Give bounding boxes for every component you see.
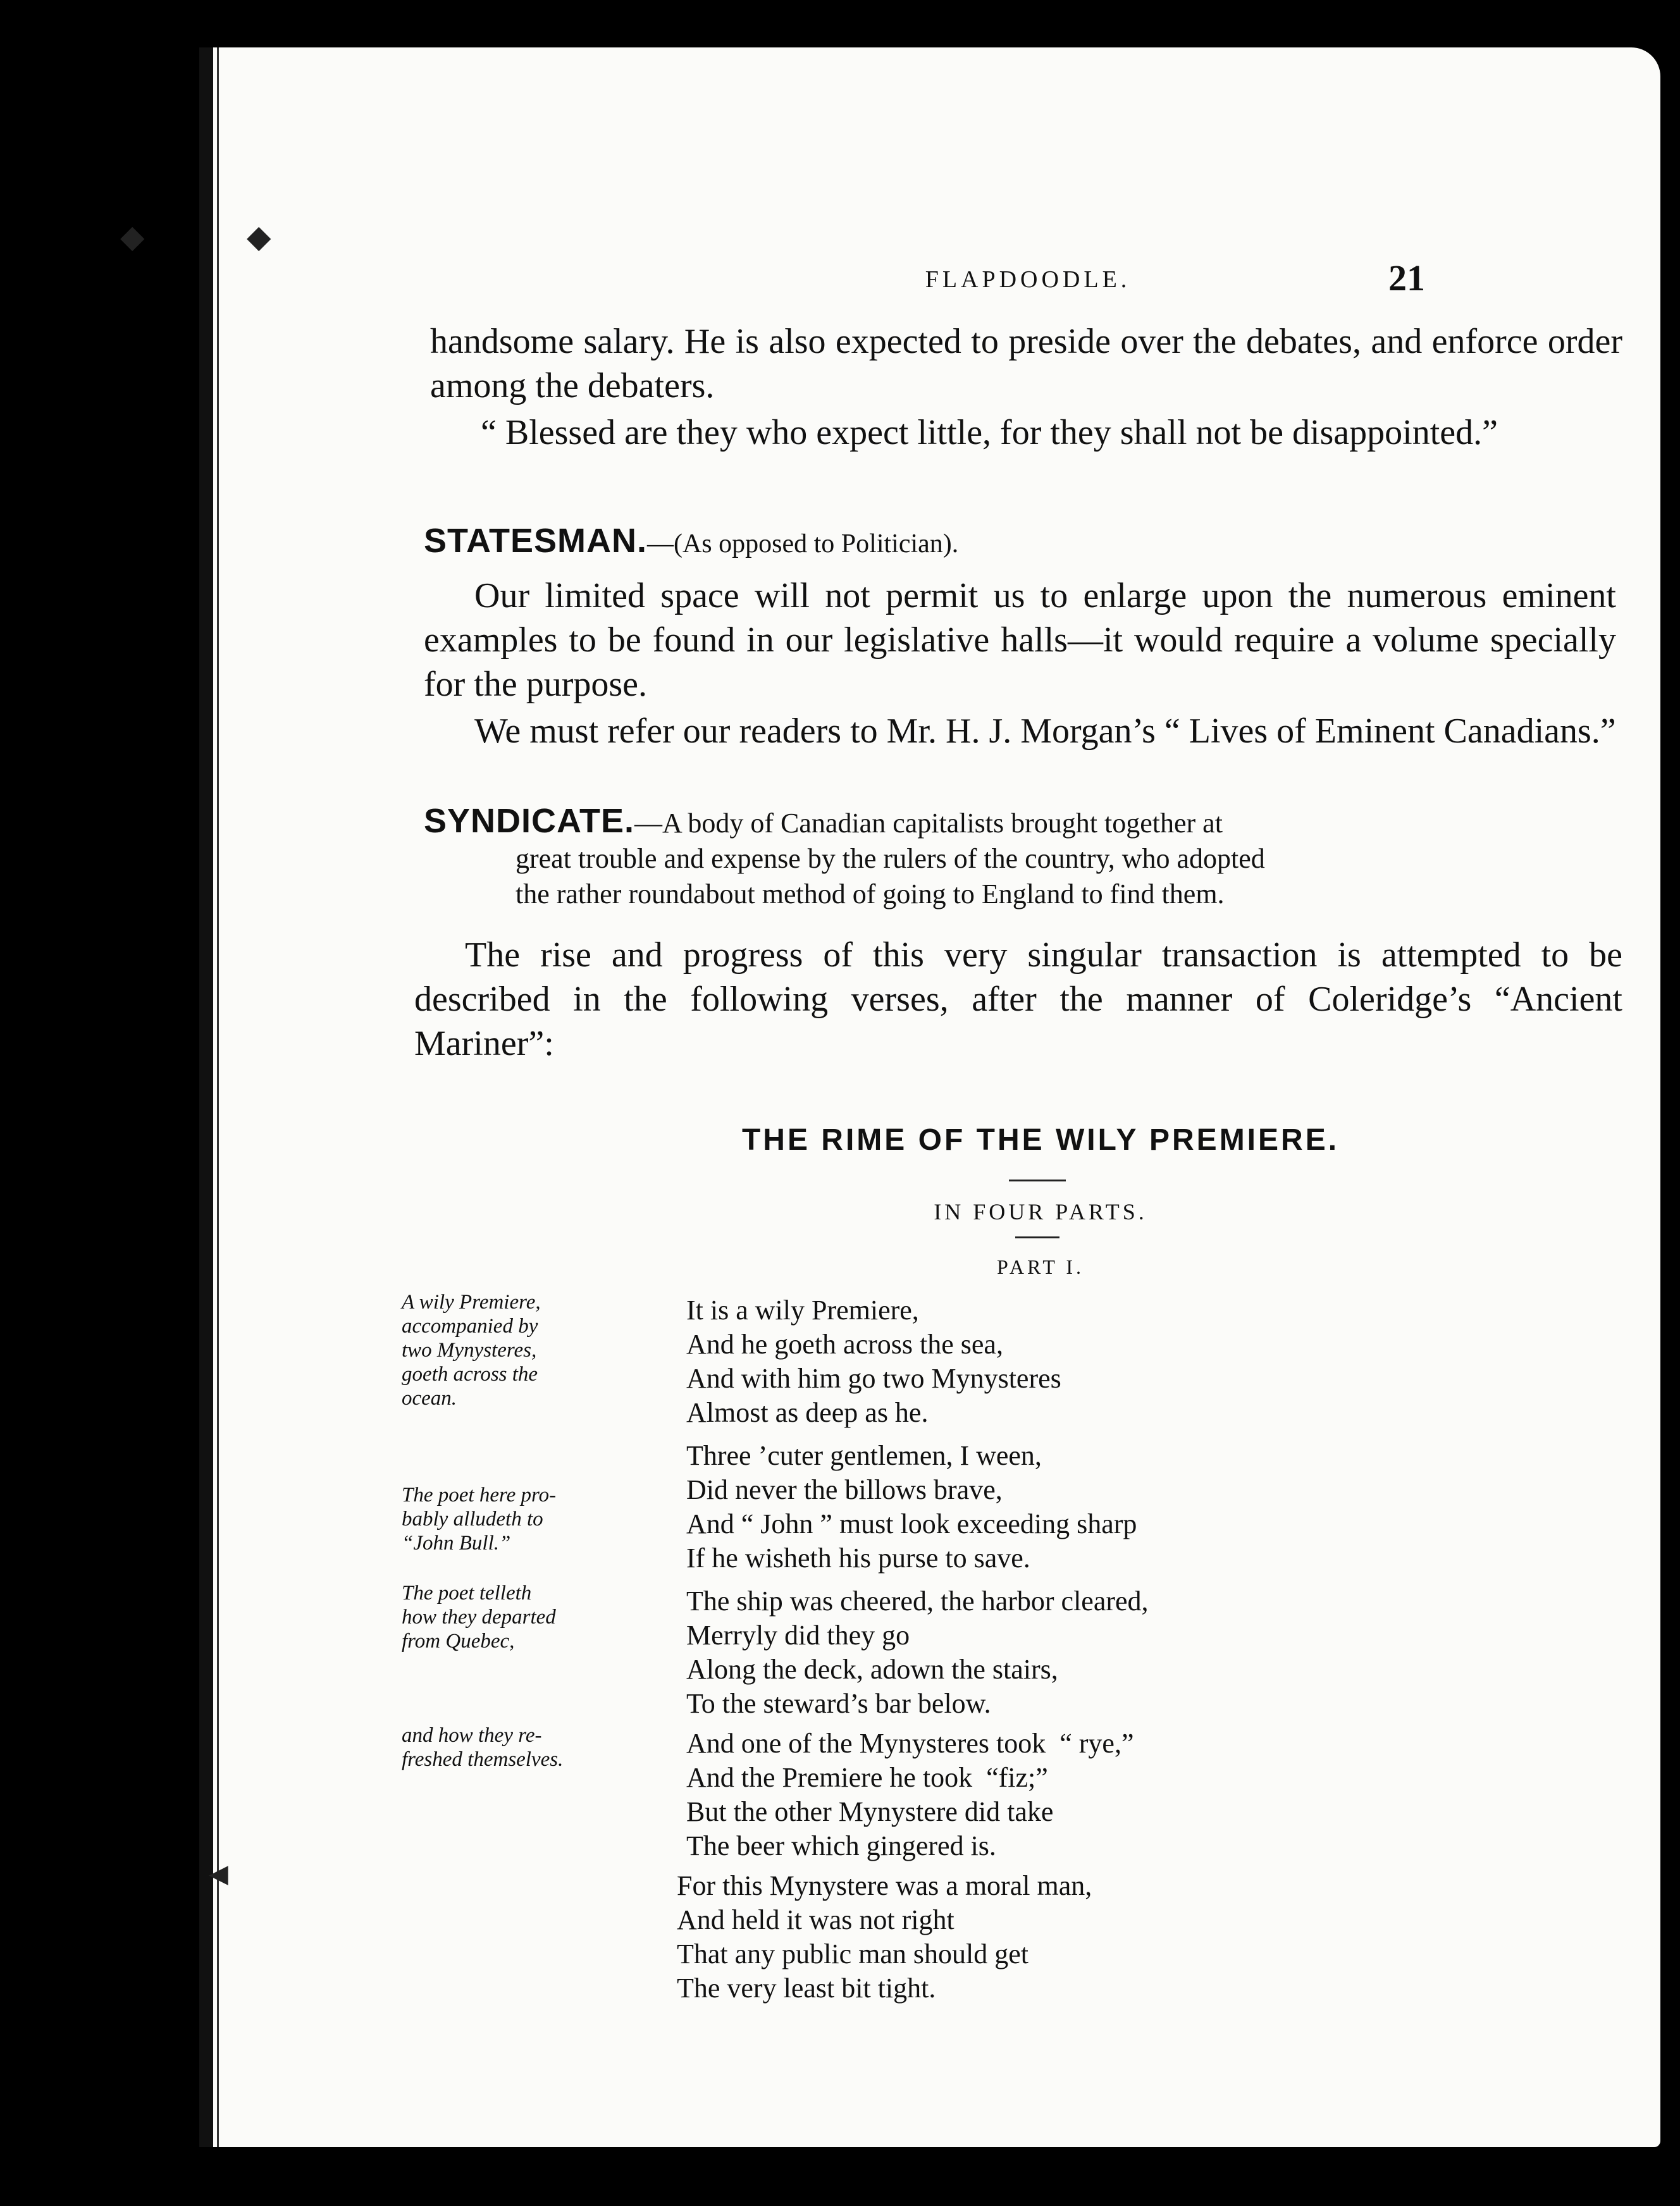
verse-line: Three ’cuter gentlemen, I ween, [686, 1440, 1042, 1471]
gloss-line: accompanied by [402, 1315, 538, 1338]
divider-rule [1015, 1236, 1059, 1238]
verse-line: And the Premiere he took “fiz;” [686, 1762, 1048, 1793]
verse-line: That any public man should get [677, 1938, 1028, 1969]
poem-stanza [686, 1439, 1445, 1575]
poem-stanza [686, 1727, 1445, 1863]
poem-stanza [677, 1869, 1436, 2006]
verse-line: And he goeth across the sea, [686, 1329, 1003, 1360]
definition-line: great trouble and expense by the rulers of the country, who adopted [516, 843, 1265, 874]
poem-subtitle: IN FOUR PARTS. [934, 1199, 1147, 1224]
intro-paragraph: handsome salary. He is also expected to preside over the debates, and enforce order among the debaters. [430, 322, 1622, 405]
syndicate-paragraph-block [414, 933, 1622, 1066]
running-header [199, 257, 1660, 316]
definition-line: the rather roundabout method of going to England to find them. [516, 878, 1225, 909]
blessed-quote: “ Blessed are they who expect little, for they shall not be disappointed.” [481, 413, 1498, 452]
verse-line: The beer which gingered is. [686, 1830, 996, 1861]
gloss-line: freshed themselves. [402, 1748, 564, 1771]
binding-mark: ◀ [209, 1859, 228, 1889]
intro-section [430, 319, 1622, 455]
book-page [199, 47, 1660, 2147]
verse-line: The very least bit tight. [677, 1973, 936, 2004]
entry-heading: SYNDICATE. [424, 802, 635, 840]
poem-title: THE RIME OF THE WILY PREMIERE. [741, 1123, 1340, 1157]
poem-stanza [686, 1293, 1445, 1430]
binding-mark: ◆ [120, 218, 145, 255]
margin-gloss [402, 1723, 617, 1772]
margin-gloss [402, 1483, 617, 1555]
definition-line: —A body of Canadian capitalists brought together at [634, 808, 1223, 839]
running-title: FLAPDOODLE. [925, 266, 1131, 293]
verse-line: And “ John ” must look exceeding sharp [686, 1508, 1137, 1539]
page-number: 21 [1388, 257, 1425, 299]
gloss-line: “John Bull.” [402, 1532, 511, 1555]
verse-line: Did never the billows brave, [686, 1474, 1003, 1505]
syndicate-paragraph: The rise and progress of this very singular transaction is attempted to be described in the following verses, after the manner of Coleridge’s “Ancient Mariner”: [414, 935, 1622, 1063]
verse-line: The ship was cheered, the harbor cleared, [686, 1586, 1149, 1617]
entry-note: —(As opposed to Politician). [646, 529, 959, 558]
gloss-line: The poet telleth [402, 1582, 532, 1605]
verse-line: It is a wily Premiere, [686, 1295, 919, 1326]
binding-strip [199, 47, 213, 2147]
verse-line: But the other Mynystere did take [686, 1796, 1054, 1827]
entry-heading: STATESMAN. [424, 522, 647, 560]
verse-line: Almost as deep as he. [686, 1397, 929, 1428]
verse-line: Along the deck, adown the stairs, [686, 1654, 1058, 1685]
divider-rule [1009, 1180, 1066, 1181]
statesman-entry [424, 519, 1616, 753]
binding-mark: ◆ [247, 218, 271, 255]
margin-gloss [402, 1290, 617, 1410]
margin-gloss [402, 1581, 617, 1653]
gloss-line: ocean. [402, 1387, 457, 1410]
poem-part: PART I. [996, 1255, 1084, 1278]
poem-stanza [686, 1584, 1445, 1721]
verse-line: For this Mynystere was a moral man, [677, 1870, 1092, 1901]
syndicate-entry [424, 803, 1626, 912]
statesman-reference: We must refer our readers to Mr. H. J. Morgan’s “ Lives of Eminent Canadians.” [474, 712, 1616, 751]
gloss-line: The poet here pro- [402, 1484, 557, 1507]
gloss-line: from Quebec, [402, 1630, 515, 1653]
statesman-paragraph: Our limited space will not permit us to enlarge upon the numerous eminent examples to be found in our legislative halls—it would require a volume specially for the purpose. [424, 576, 1616, 704]
gloss-line: bably alludeth to [402, 1508, 543, 1531]
gloss-line: how they departed [402, 1606, 556, 1629]
verse-line: To the steward’s bar below. [686, 1688, 991, 1719]
verse-line: Merryly did they go [686, 1620, 910, 1651]
gloss-line: two Mynysteres, [402, 1339, 537, 1362]
verse-line: And one of the Mynysteres took “ rye,” [686, 1728, 1134, 1759]
verse-line: And with him go two Mynysteres [686, 1363, 1061, 1394]
gloss-line: A wily Premiere, [402, 1291, 541, 1314]
verse-line: If he wisheth his purse to save. [686, 1543, 1030, 1574]
gloss-line: and how they re- [402, 1724, 542, 1747]
verse-line: And held it was not right [677, 1904, 954, 1935]
gloss-line: goeth across the [402, 1363, 538, 1386]
binding-edge [217, 47, 219, 2147]
